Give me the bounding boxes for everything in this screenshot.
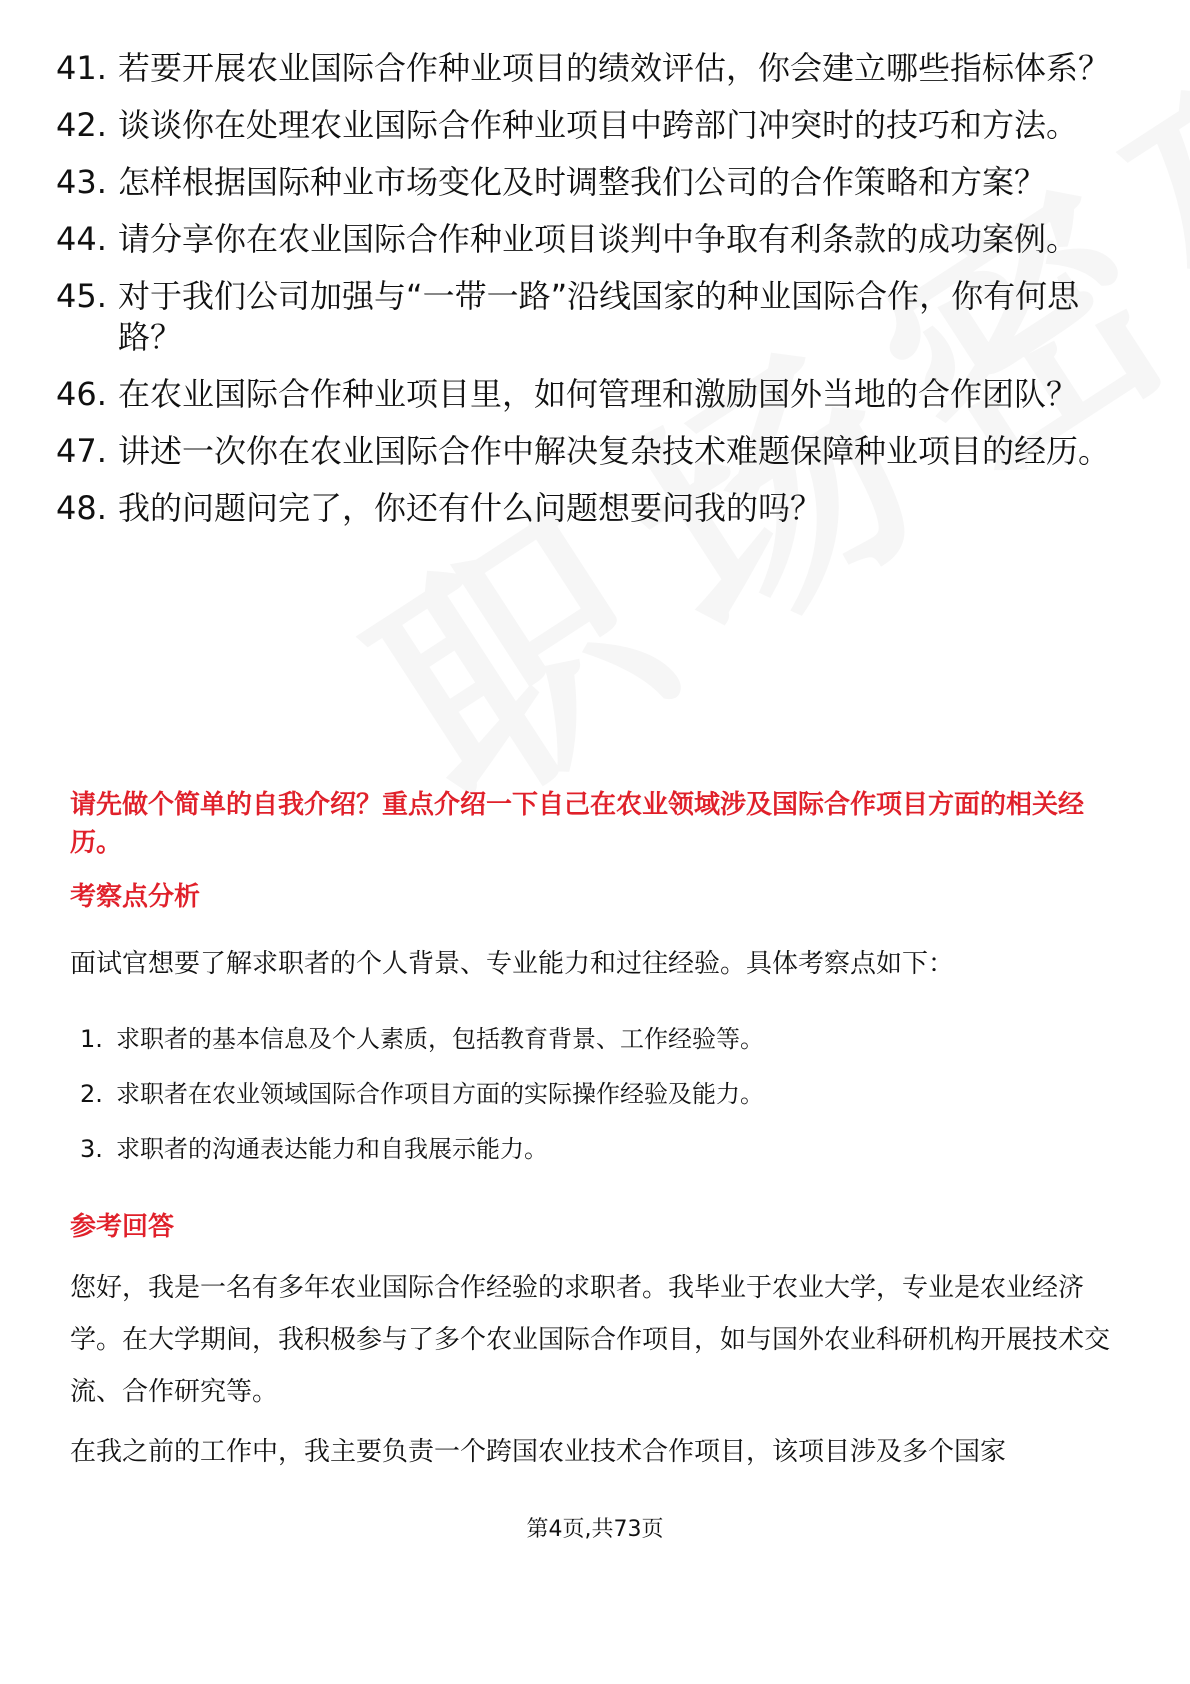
question-text: 谈谈你在处理农业国际合作种业项目中跨部门冲突时的技巧和方法。 bbox=[118, 106, 1079, 144]
list-item-number: 2. bbox=[80, 1080, 103, 1108]
answer-paragraph: 您好，我是一名有多年农业国际合作经验的求职者。我毕业于农业大学，专业是农业经济学。在大学期间，我积极参与了多个农业国际合作项目，如与国外农业科研机构开展技术交流、合作研究等。 bbox=[70, 1273, 1111, 1407]
question-item bbox=[56, 48, 1136, 89]
list-item-text: 求职者的基本信息及个人素质，包括教育背景、工作经验等。 bbox=[116, 1025, 764, 1053]
list-item-text: 求职者的沟通表达能力和自我展示能力。 bbox=[116, 1135, 548, 1163]
list-item-text: 求职者在农业领域国际合作项目方面的实际操作经验及能力。 bbox=[116, 1080, 764, 1108]
question-list bbox=[56, 48, 1136, 545]
list-item bbox=[80, 1023, 1080, 1055]
answer-heading: 参考回答 bbox=[70, 1212, 175, 1242]
question-number: 44. bbox=[56, 220, 107, 258]
list-item-number: 1. bbox=[80, 1025, 103, 1053]
question-item bbox=[56, 105, 1136, 146]
question-text: 讲述一次你在农业国际合作中解决复杂技术难题保障种业项目的经历。 bbox=[118, 432, 1111, 470]
question-item bbox=[56, 276, 1136, 358]
question-item bbox=[56, 488, 1136, 529]
question-text: 我的问题问完了，你还有什么问题想要问我的吗？ bbox=[118, 489, 823, 527]
question-number: 45. bbox=[56, 277, 107, 315]
list-item bbox=[80, 1133, 1080, 1165]
question-text: 在农业国际合作种业项目里，如何管理和激励国外当地的合作团队？ bbox=[118, 375, 1079, 413]
question-text: 怎样根据国际种业市场变化及时调整我们公司的合作策略和方案？ bbox=[118, 163, 1047, 201]
analysis-points bbox=[80, 1023, 1080, 1188]
question-text: 请分享你在农业国际合作种业项目谈判中争取有利条款的成功案例。 bbox=[118, 220, 1079, 258]
question-item bbox=[56, 431, 1136, 472]
question-text: 对于我们公司加强与“一带一路”沿线国家的种业国际合作，你有何思路？ bbox=[118, 277, 1080, 356]
question-number: 41. bbox=[56, 49, 107, 87]
question-text: 若要开展农业国际合作种业项目的绩效评估，你会建立哪些指标体系？ bbox=[118, 49, 1111, 87]
list-item bbox=[80, 1078, 1080, 1110]
question-number: 46. bbox=[56, 375, 107, 413]
question-item bbox=[56, 219, 1136, 260]
question-number: 47. bbox=[56, 432, 107, 470]
question-number: 42. bbox=[56, 106, 107, 144]
question-number: 43. bbox=[56, 163, 107, 201]
question-item bbox=[56, 374, 1136, 415]
answer-paragraph: 在我之前的工作中，我主要负责一个跨国农业技术合作项目，该项目涉及多个国家 bbox=[70, 1437, 1007, 1467]
question-number: 48. bbox=[56, 489, 107, 527]
page-number: 第4页,共73页 bbox=[526, 1517, 664, 1542]
list-item-number: 3. bbox=[80, 1135, 103, 1163]
analysis-heading: 考察点分析 bbox=[70, 882, 201, 912]
analysis-intro: 面试官想要了解求职者的个人背景、专业能力和过往经验。具体考察点如下： bbox=[70, 949, 955, 979]
interview-question-heading: 请先做个简单的自我介绍？重点介绍一下自己在农业领域涉及国际合作项目方面的相关经历。 bbox=[70, 790, 1085, 858]
question-item bbox=[56, 162, 1136, 203]
